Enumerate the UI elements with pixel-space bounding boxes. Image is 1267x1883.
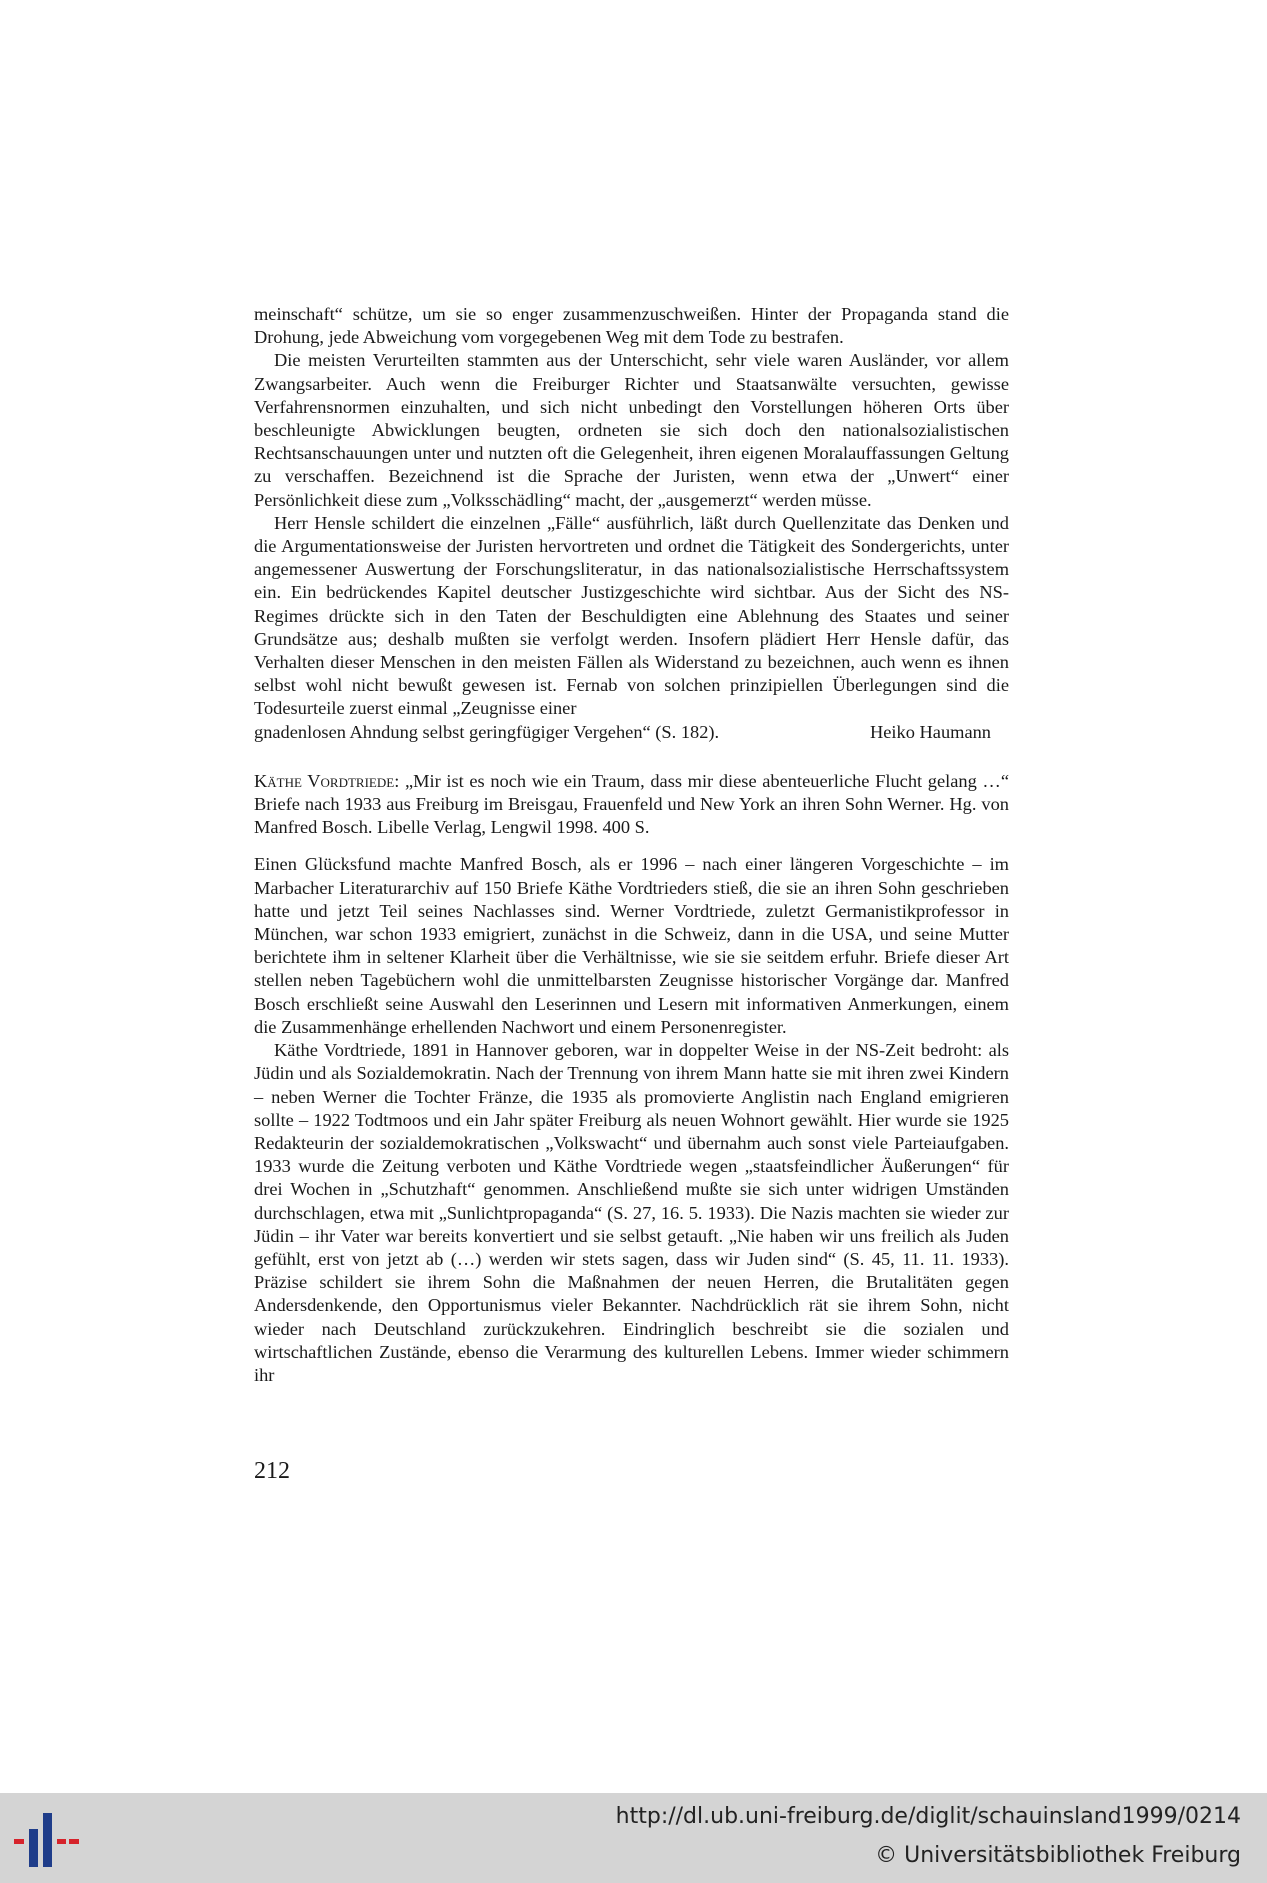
review-paragraph-2: Käthe Vordtriede, 1891 in Hannover geboren, war in doppelter Weise in der NS-Zeit bedroht: als Jüdin und als Sozialdemokratin. Nach der Trennung von ihrem Mann hatte sie mit ihren zwei Kindern – neben Werner die Tochter Fränze, die 1935 als promovierte Anglistin nach England emigrieren sollte – 1922 Todtmoos und ein Jahr später Freiburg als neuen Wohnort gewählt. Hier wurde sie 1925 Redakteurin der sozialdemokratischen „Volkswacht“ und übernahm auch sonst viele Parteiaufgaben. 1933 wurde die Zeitung verboten und Käthe Vordtriede wegen „staatsfeindlicher Äußerungen“ für drei Wochen in „Schutzhaft“ genommen. Anschließend mußte sie sich unter widrigen Umständen durchschlagen, etwa mit „Sunlichtpropaganda“ (S. 27, 16. 5. 1933). Die Nazis machten sie wieder zur Jüdin – ihr Vater war bereits konvertiert und sie selbst getauft. „Nie haben wir uns freilich als Juden gefühlt, erst von jetzt ab (…) werden wir stets sagen, dass wir Juden sind“ (S. 45, 11. 11. 1933). Präzise schildert sie ihrem Sohn die Maßnahmen der neuen Herren, die Brutalitäten gegen Andersdenkende, den Opportunismus vieler Bekannter. Nachdrücklich rät sie ihrem Sohn, nicht wieder nach Deutschland zurückzukehren. Eindringlich beschreibt sie die sozialen und wirtschaftlichen Zustände, ebenso die Verarmung des kulturellen Lebens. Immer wieder schimmern ihr <box>254 1040 1009 1385</box>
footer-copyright: © Universitätsbibliothek Freiburg <box>875 1843 1241 1868</box>
footer-url[interactable]: http://dl.ub.uni-freiburg.de/diglit/schauinsland1999/0214 <box>615 1804 1241 1829</box>
article-paragraph-3-end: gnadenlosen Ahndung selbst geringfügiger Vergehen“ (S. 182). <box>254 721 720 742</box>
review-citation: : „Mir ist es noch wie ein Traum, dass mir diese abenteuerliche Flucht gelang …“ Briefe nach 1933 aus Freiburg im Breisgau, Frauenfeld und New York an ihren Sohn Werner. Hg. von Manfred Bosch. Libelle Verlag, Lengwil 1998. 400 S. <box>254 770 1009 838</box>
page-number: 212 <box>254 1458 290 1484</box>
ub-freiburg-logo-icon <box>14 1809 80 1871</box>
review-heading <box>254 770 1009 840</box>
article-paragraph-3: Herr Hensle schildert die einzelnen „Fälle“ ausführlich, läßt durch Quellenzitate das Denken und die Argumentationsweise der Juristen hervortreten und ordnet die Tätigkeit des Sondergerichts, unter angemessener Auswertung der Forschungsliteratur, in das nationalsozialistische Herrschaftssystem ein. Ein bedrückendes Kapitel deutscher Justizgeschichte wird sichtbar. Aus der Sicht des NS-Regimes drückte sich in den Taten der Beschuldigten eine Ablehnung des Staates und seiner Grundsätze aus; deshalb mußten sie verfolgt werden. Insofern plädiert Herr Hensle dafür, das Verhalten dieser Menschen in den meisten Fällen als Widerstand zu bezeichnen, auch wenn es ihnen selbst wohl nicht bewußt gewesen ist. Fernab von solchen prinzipiellen Überlegungen sind die Todesurteile zuerst einmal „Zeugnisse einer <box>254 512 1009 719</box>
review-body <box>254 853 1009 1387</box>
article-paragraph-2: Die meisten Verurteilten stammten aus der Unterschicht, sehr viele waren Ausländer, vor allem Zwangsarbeiter. Auch wenn die Freiburger Richter und Staatsanwälte versuchten, gewisse Verfahrensnormen einzuhalten, und sich nicht unbedingt den Vorstellungen höheren Orts über beschleunigte Abwicklungen beugten, ordneten sie sich doch den nationalsozialistischen Rechtsanschauungen unter und nutzten oft die Gelegenheit, ihren eigenen Moralauffassungen Geltung zu verschaffen. Bezeichnend ist die Sprache der Juristen, wenn etwa der „Unwert“ einer Persönlichkeit diese zum „Volksschädling“ macht, der „ausgemerzt“ werden müsse. <box>254 350 1009 510</box>
page-text <box>254 303 1009 1387</box>
review-author: Käthe Vordtriede <box>254 770 395 791</box>
article-paragraph-1: meinschaft“ schütze, um sie so enger zusammenzuschweißen. Hinter der Propaganda stand die Drohung, jede Abweichung vom vorgegebenen Weg mit dem Tode zu bestrafen. <box>254 304 1009 348</box>
footer-bar <box>0 1793 1267 1883</box>
review-signature: Heiko Haumann <box>869 721 991 742</box>
article-closing-line <box>254 721 1009 744</box>
review-paragraph-1: Einen Glücksfund machte Manfred Bosch, als er 1996 – nach einer längeren Vorgeschichte – im Marbacher Literaturarchiv auf 150 Briefe Käthe Vordtrieders stieß, die sie an ihren Sohn geschrieben hatte und jetzt Teil seines Nachlasses sind. Werner Vordtriede, zuletzt Germanistikprofessor in München, war schon 1933 emigriert, zunächst in die Schweiz, dann in die USA, und seine Mutter berichtete ihm in seltener Klarheit über die Verhältnisse, wie sie sie seitdem erfuhr. Briefe dieser Art stellen neben Tagebüchern wohl die unmittelbarsten Zeugnisse historischer Vorgänge dar. Manfred Bosch erschließt seine Auswahl den Leserinnen und Lesern mit informativen Anmerkungen, einem die Zusammenhänge erhellenden Nachwort und einem Personenregister. <box>254 854 1009 1037</box>
